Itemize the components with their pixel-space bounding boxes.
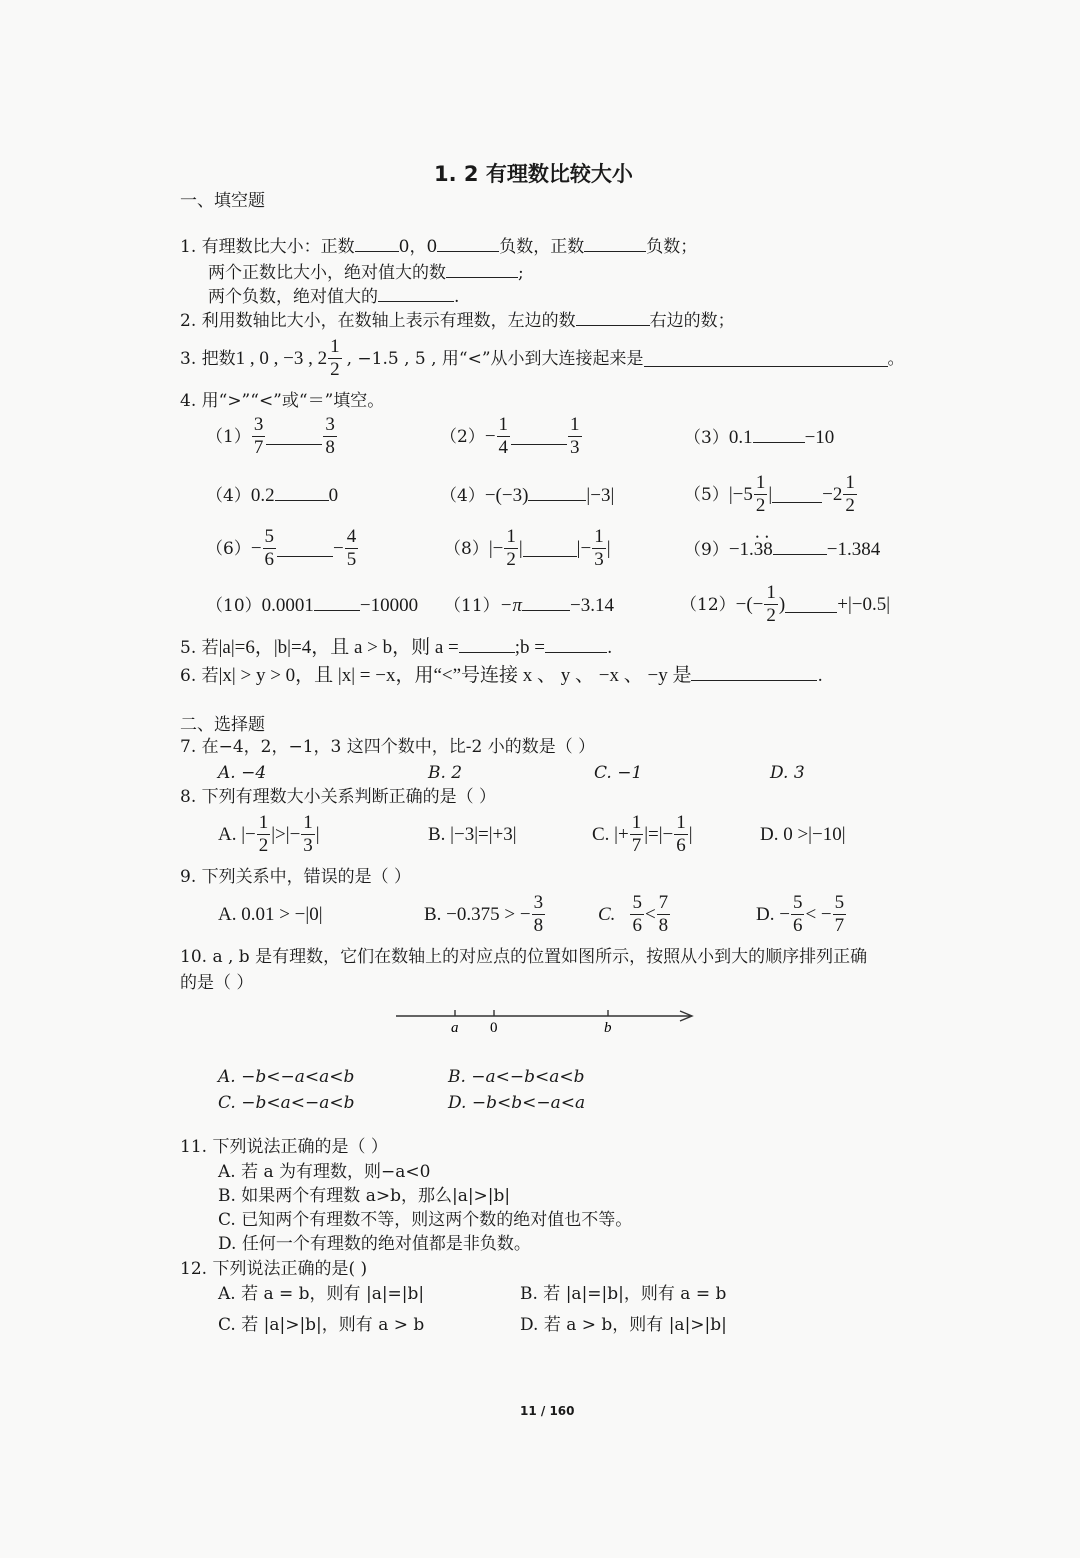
q1-text-d: 负数；: [646, 237, 698, 257]
question-5: 5. 若|a|=6，|b|=4，且 a > b，则 a = ;b = .: [180, 637, 613, 658]
q4-2-frac-b: $\frac{1}{3}$: [570, 414, 580, 458]
q10-option-c: C. −b<a<−a<b: [218, 1093, 355, 1113]
q1-text-b: 0，0: [398, 237, 438, 257]
q4-label-6: （6）: [206, 538, 251, 559]
q10-option-a: A. −b<−a<a<b: [218, 1067, 355, 1087]
page-title: 1. 2 有理数比较大小: [434, 162, 633, 186]
q4-item-1: [206, 414, 338, 459]
q4-8-frac-a: $\frac{1}{2}$: [506, 526, 516, 570]
q7-option-b: B. 2: [428, 763, 463, 783]
question-1-line2: [208, 261, 524, 284]
q3-fraction: $\frac{1}{2}$: [330, 336, 340, 380]
q4-label-3: （3）: [684, 428, 729, 448]
q3-numbers: 1 , 0 , −3 , 2: [235, 347, 328, 369]
q12-option-c: C. 若 |a|>|b|，则有 a > b: [218, 1315, 425, 1335]
q11-option-d: D. 任何一个有理数的绝对值都是非负数。: [218, 1234, 531, 1254]
q9-option-d: D. − $\frac{5}{6}$ < − $\frac{5}{7}$: [756, 892, 845, 936]
q4-1-frac-a: $\frac{3}{7}$: [253, 414, 264, 458]
q4-5-frac-b: $\frac{1}{2}$: [845, 472, 855, 516]
question-2: [180, 309, 735, 332]
question-12: 12. 下列说法正确的是( ): [180, 1259, 368, 1279]
question-7: 7. 在−4，2，−1，3 这四个数中，比-2 小的数是（ ）: [180, 737, 596, 757]
q4-label-5: （5）: [684, 484, 729, 505]
q8-option-c: C. |+ $\frac{1}{7}$ |=|− $\frac{1}{6}$ |: [592, 812, 693, 856]
q4-label-10: （10）: [206, 596, 262, 616]
q4-label-11: （11）: [444, 596, 500, 616]
question-10-line2: 的是（ ）: [180, 973, 254, 993]
section-multiple-choice: 二、选择题: [180, 715, 265, 735]
number-line-figure: [394, 1000, 704, 1040]
q10-option-d: D. −b<b<−a<a: [448, 1093, 586, 1113]
q4-item-12: （12） −(− $\frac{1}{2}$ ) +|−0.5|: [680, 582, 891, 626]
q4-item-10: （10）0.0001 −10000: [206, 595, 419, 616]
question-4-intro: 4. 用“>”“<”或“＝”填空。: [180, 391, 385, 411]
q4-item-5: （5） |−5 $\frac{1}{2}$ | −2 $\frac{1}{2}$: [684, 472, 855, 516]
q3-text-rest: , −1.5 , 5 , 用“<”从小到大连接起来是: [346, 348, 644, 369]
q3-text-a: 3. 把数: [180, 348, 236, 369]
q1-line2-text: 两个正数比大小，绝对值大的数: [208, 263, 446, 283]
label-a: a: [451, 1020, 459, 1036]
label-b: b: [604, 1020, 612, 1036]
question-11: 11. 下列说法正确的是（ ）: [180, 1137, 388, 1157]
q4-label-1: （1）: [206, 426, 251, 447]
q9-option-c: C. $\frac{5}{6}$ < $\frac{7}{8}$: [598, 892, 669, 936]
question-6: 6. 若|x| > y > 0，且 |x| = −x，用“<”号连接 x 、 y 、 −x 、 −y 是 .: [180, 665, 823, 686]
q1-line3-text: 两个负数，绝对值大的: [208, 287, 378, 307]
question-1-line3: [208, 285, 459, 308]
q9-option-b: B. −0.375 > − $\frac{3}{8}$: [424, 892, 544, 936]
q4-8-frac-b: $\frac{1}{3}$: [594, 526, 604, 570]
q1-text-a: 1. 有理数比大小：正数: [180, 237, 355, 257]
q4-item-6: （6） − $\frac{5}{6}$ − $\frac{4}{5}$: [206, 526, 357, 570]
q1-text-c: 负数，正数: [499, 237, 585, 257]
q7-option-a: A. −4: [218, 763, 267, 783]
q12-option-a: A. 若 a = b，则有 |a|=|b|: [218, 1284, 425, 1304]
q4-6-frac-b: $\frac{4}{5}$: [346, 526, 357, 570]
q9-option-a: A. 0.01 > −|0|: [218, 904, 323, 925]
q8-option-a: A. |− $\frac{1}{2}$ |>|− $\frac{1}{3}$ |: [218, 812, 320, 856]
q4-label-4: （4）: [206, 486, 251, 506]
q4-label-9: （9）: [684, 540, 729, 560]
q11-option-b: B. 如果两个有理数 a>b，那么|a|>|b|: [218, 1186, 511, 1206]
q3-end: 。: [887, 348, 905, 369]
q12-option-b: B. 若 |a|=|b|，则有 a = b: [520, 1284, 727, 1304]
q7-option-d: D. 3: [770, 763, 805, 783]
q11-option-c: C. 已知两个有理数不等，则这两个数的绝对值也不等。: [218, 1210, 633, 1230]
q10-option-b: B. −a<−b<a<b: [448, 1067, 585, 1087]
q8-option-d: D. 0 >|−10|: [760, 824, 846, 845]
q4-item-3: （3）0.1 −10: [684, 427, 835, 448]
q4-item-4: （4）0.2 0: [206, 485, 339, 506]
question-3: [180, 336, 905, 381]
q4-label-12: （12）: [680, 594, 736, 615]
q4-label-2: （2）: [440, 426, 485, 447]
question-9: 9. 下列关系中，错误的是（ ）: [180, 867, 412, 887]
q2-text-a: 2. 利用数轴比大小，在数轴上表示有理数，左边的数: [180, 311, 576, 331]
page-number: 11 / 160: [520, 1404, 575, 1418]
q8-option-b: B. |−3|=|+3|: [428, 824, 517, 845]
q7-option-c: C. −1: [594, 763, 643, 783]
q4-item-8: （8） |− $\frac{1}{2}$ | |− $\frac{1}{3}$ |: [444, 526, 611, 570]
label-0: 0: [490, 1020, 498, 1036]
q2-text-b: 右边的数；: [649, 311, 735, 331]
q1-line2-end: ;: [518, 263, 524, 283]
q11-option-a: A. 若 a 为有理数，则−a<0: [218, 1162, 431, 1182]
q4-12-frac: $\frac{1}{2}$: [766, 582, 776, 626]
question-8: 8. 下列有理数大小关系判断正确的是（ ）: [180, 787, 497, 807]
q4-label-8: （8）: [444, 538, 489, 559]
q12-option-d: D. 若 a > b，则有 |a|>|b|: [520, 1315, 727, 1335]
q4-label-4b: （4）: [440, 486, 485, 506]
section-fill-blank: 一、填空题: [180, 191, 265, 211]
q4-1-frac-b: $\frac{3}{8}$: [325, 414, 335, 458]
q4-2-frac-a: $\frac{1}{4}$: [498, 414, 509, 458]
q1-line3-end: .: [454, 287, 460, 307]
q4-6-frac-a: $\frac{5}{6}$: [264, 526, 275, 570]
question-10: 10. a , b 是有理数，它们在数轴上的对应点的位置如图所示，按照从小到大的顺序排列正确: [180, 947, 868, 967]
q4-item-9: （9）−1.• 3• 8 −1.384: [684, 538, 880, 561]
q4-item-2: （2） − $\frac{1}{4}$ $\frac{1}{3}$: [440, 414, 580, 458]
q4-5-frac-a: $\frac{1}{2}$: [755, 472, 766, 516]
question-1: [180, 235, 697, 258]
q4-item-11: （11）−π −3.14: [444, 595, 614, 616]
q4-item-4b: （4）−(−3) |−3|: [440, 485, 615, 506]
